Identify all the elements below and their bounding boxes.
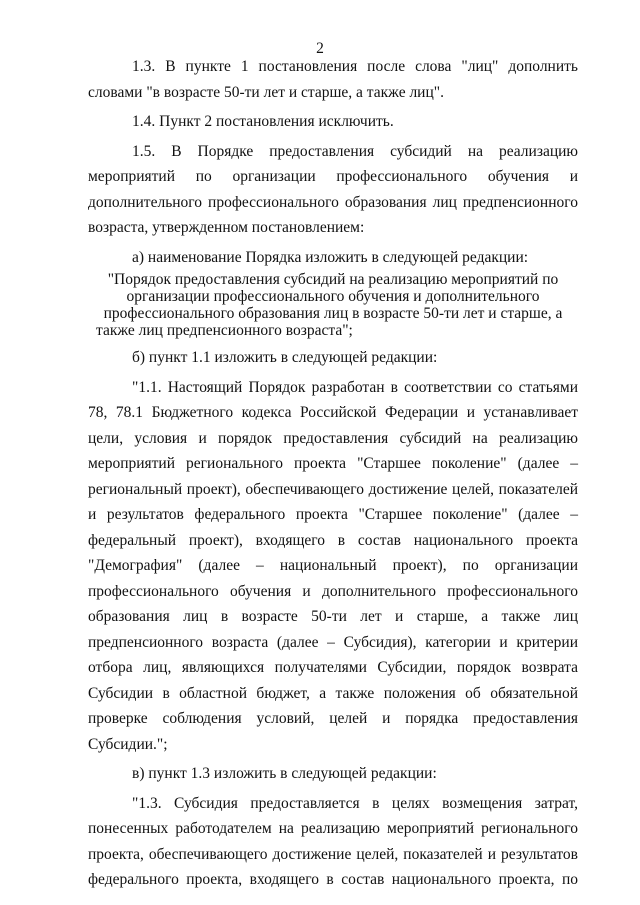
document-body [88, 54, 578, 893]
paragraph-1-4: 1.4. Пункт 2 постановления исключить. [132, 113, 394, 130]
paragraph-1-3: 1.3. В пункте 1 постановления после слова "лиц" дополнить словами "в возрасте 50-ти лет и старше, а также лиц". [88, 58, 578, 101]
page-number: 2 [316, 40, 324, 57]
quoted-title: "Порядок предоставления субсидий на реализацию мероприятий по организации профессионального обучения и дополнительного профессионального образования лиц в возрасте 50-ти лет и старше, а также лиц предпенсионного возраста"; [96, 271, 563, 339]
paragraph-1-1-text: "1.1. Настоящий Порядок разработан в соответствии со статьями 78, 78.1 Бюджетного кодекса Российской Федерации и устанавливает цели, условия и порядок предоставления субсидий на реализацию мероприятий регионального проекта "Старшее поколение" (далее – региональный проект), обеспечивающего достижение целей, показателей и результатов федерального проекта "Старшее поколение" (далее – федеральный проект), входящего в состав национального проекта "Демография" (далее – национальный проект), по организации профессионального обучения и дополнительного профессионального образования лиц в возрасте 50-ти лет и старше, а также лиц предпенсионного возраста (далее – Субсидия), категории и критерии отбора лиц, являющихся получателями Субсидии, порядок возврата Субсидии в областной бюджет, а также положения об обязательной проверке соблюдения условий, целей и порядка предоставления Субсидии."; [88, 378, 578, 753]
paragraph-b: б) пункт 1.1 изложить в следующей редакции: [132, 349, 438, 366]
paragraph-v: в) пункт 1.3 изложить в следующей редакции: [132, 765, 437, 782]
paragraph-a: а) наименование Порядка изложить в следующей редакции: [132, 248, 529, 266]
paragraph-1-3-text: "1.3. Субсидия предоставляется в целях возмещения затрат, понесенных работодателем на реализацию мероприятий регионального проекта, обеспечивающего достижение целей, показателей и результатов федерального проекта, входящего в состав национального проекта, по [88, 794, 578, 888]
paragraph-1-5: 1.5. В Порядке предоставления субсидий на реализацию мероприятий по организации профессионального обучения и дополнительного профессионального образования лиц предпенсионного возраста, утвержденном постановлением: [88, 142, 578, 236]
